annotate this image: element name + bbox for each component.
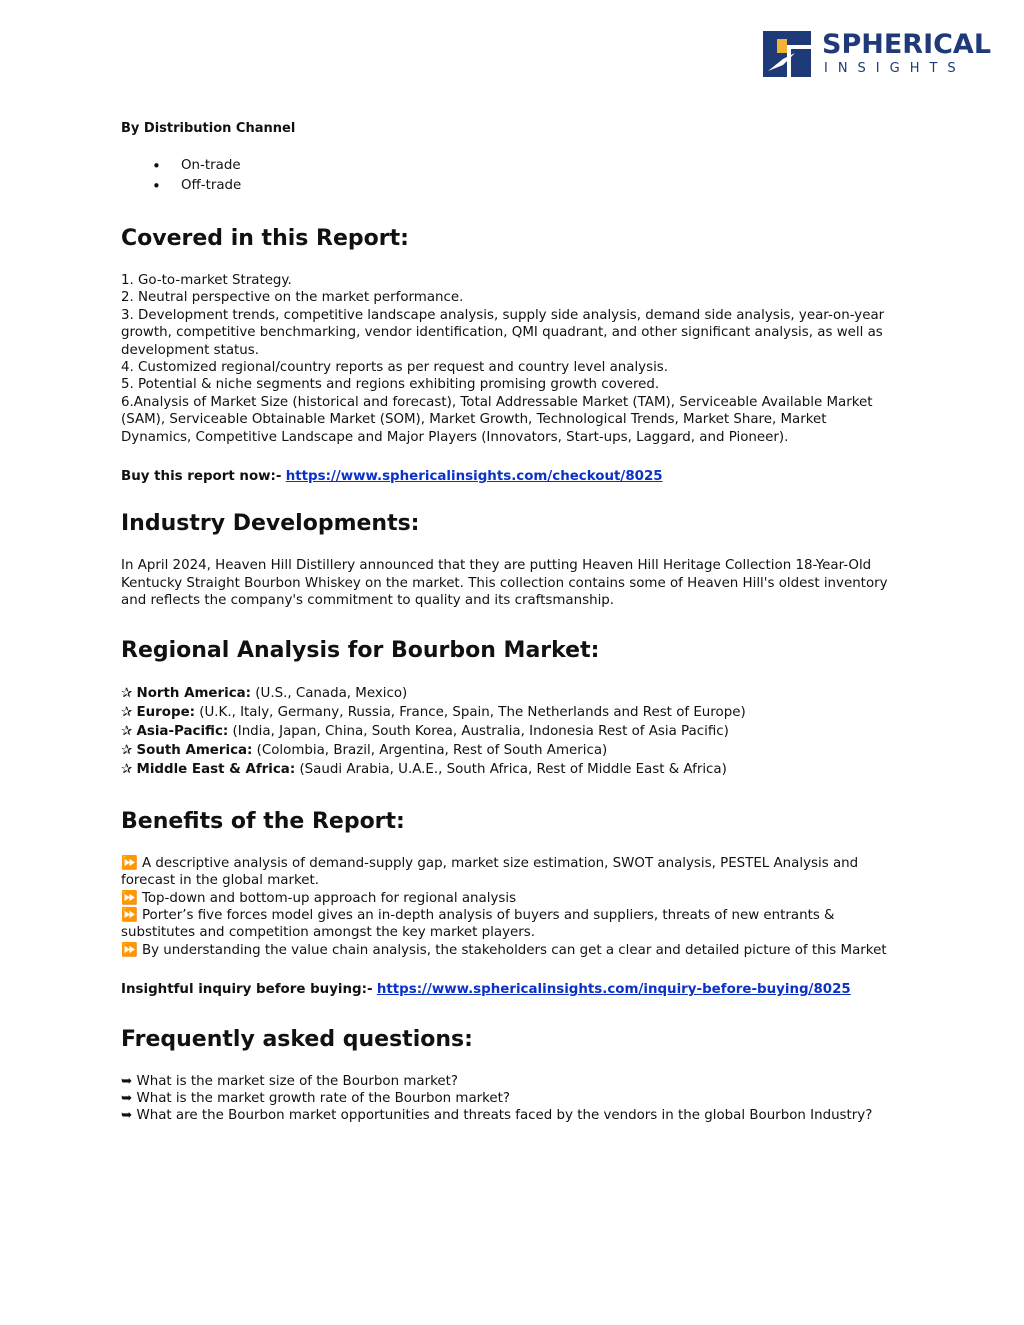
star-icon: ✰ [121, 685, 133, 701]
checkout-link[interactable]: https://www.sphericalinsights.com/checkout/8025 [285, 469, 663, 485]
list-item: • On-trade [121, 156, 901, 176]
regional-list [121, 684, 901, 779]
list-item: 5. Potential & niche segments and regions exhibiting promising growth covered. [121, 377, 660, 393]
buy-now-label: Buy this report now:- [121, 469, 282, 485]
benefits-list [121, 855, 901, 959]
list-item: ⏩ Top-down and bottom-up approach for regional analysis [121, 890, 517, 906]
logo-wordmark-primary: SPHERICAL [822, 29, 992, 60]
list-item [121, 703, 901, 722]
region-name: North America: [136, 685, 252, 701]
fast-forward-icon: ⏩ [121, 890, 138, 906]
star-icon: ✰ [121, 761, 133, 777]
star-icon: ✰ [121, 723, 133, 739]
buy-now-line [121, 468, 901, 485]
fast-forward-icon: ⏩ [121, 855, 138, 871]
list-item: ⏩ A descriptive analysis of demand-supply gap, market size estimation, SWOT analysis, PESTEL Analysis and forecast in the global market. [121, 855, 859, 889]
star-icon: ✰ [121, 742, 133, 758]
region-detail: (India, Japan, China, South Korea, Australia, Indonesia Rest of Asia Pacific) [228, 723, 729, 739]
distribution-list [121, 156, 901, 196]
logo-mark-icon [763, 31, 811, 77]
industry-text: In April 2024, Heaven Hill Distillery announced that they are putting Heaven Hill Heritage Collection 18-Year-Old Kentucky Straight Bourbon Whiskey on the market. This collection contains some of Heaven Hill's oldest inventory and reflects the company's commitment to quality and its craftsmanship. [121, 558, 888, 609]
list-item: 6.Analysis of Market Size (historical and forecast), Total Addressable Market (TAM), Serviceable Available Market (SAM), Serviceable Obtainable Market (SOM), Market Growth, Technological Trends, Market Share, Market Dynamics, Competitive Landscape and Major Players (Innovators, Start-ups, Laggard, and Pioneer). [121, 394, 873, 445]
list-item: • Off-trade [121, 176, 901, 196]
list-item [121, 760, 901, 779]
arrow-icon: ➥ [121, 1108, 133, 1124]
list-item: ➥ What are the Bourbon market opportunities and threats faced by the vendors in the global Bourbon Industry? [121, 1108, 873, 1124]
distribution-heading: By Distribution Channel [121, 121, 296, 136]
inquiry-line [121, 981, 901, 998]
list-item: ➥ What is the market size of the Bourbon market? [121, 1073, 458, 1089]
inquiry-link[interactable]: https://www.sphericalinsights.com/inquiry-before-buying/8025 [376, 982, 851, 998]
list-item: ➥ What is the market growth rate of the Bourbon market? [121, 1090, 511, 1106]
list-item: 3. Development trends, competitive landscape analysis, supply side analysis, demand side analysis, year-on-year growth, competitive benchmarking, vendor identification, QMI quadrant, and other significant analysis, as well as development status. [121, 307, 885, 358]
region-name: South America: [136, 742, 253, 758]
region-name: Asia-Pacific: [136, 723, 229, 739]
fast-forward-icon: ⏩ [121, 942, 138, 958]
fast-forward-icon: ⏩ [121, 907, 138, 923]
faq-section [121, 1025, 901, 1125]
arrow-icon: ➥ [121, 1090, 133, 1106]
region-name: Europe: [136, 704, 196, 720]
list-item [121, 741, 901, 760]
faq-heading: Frequently asked questions: [121, 1026, 473, 1052]
covered-list [121, 272, 901, 446]
faq-list [121, 1073, 901, 1125]
star-icon: ✰ [121, 704, 133, 720]
region-detail: (Colombia, Brazil, Argentina, Rest of South America) [252, 742, 608, 758]
logo-wordmark-secondary: INSIGHTS [824, 61, 966, 76]
region-detail: (U.S., Canada, Mexico) [251, 685, 408, 701]
region-name: Middle East & Africa: [136, 761, 296, 777]
list-item: ⏩ By understanding the value chain analysis, the stakeholders can get a clear and detailed picture of this Market [121, 942, 887, 958]
regional-section [121, 636, 901, 779]
list-item: 1. Go-to-market Strategy. [121, 273, 292, 288]
covered-section [121, 224, 901, 446]
list-item: 4. Customized regional/country reports as per request and country level analysis. [121, 360, 669, 376]
spherical-insights-logo [763, 29, 992, 80]
benefits-heading: Benefits of the Report: [121, 808, 405, 834]
industry-heading: Industry Developments: [121, 511, 420, 537]
list-item [121, 684, 901, 703]
list-item: ⏩ Porter’s five forces model gives an in-depth analysis of buyers and suppliers, threats of new entrants & substitutes and competition amongst the key market players. [121, 907, 835, 941]
document-body [121, 120, 901, 1125]
list-item: 2. Neutral perspective on the market performance. [121, 290, 464, 306]
benefits-section [121, 807, 901, 959]
region-detail: (U.K., Italy, Germany, Russia, France, Spain, The Netherlands and Rest of Europe) [195, 704, 746, 720]
industry-section [121, 509, 901, 609]
covered-heading: Covered in this Report: [121, 226, 409, 251]
region-detail: (Saudi Arabia, U.A.E., South Africa, Rest of Middle East & Africa) [295, 761, 727, 777]
list-item [121, 722, 901, 741]
distribution-section [121, 120, 901, 196]
inquiry-label: Insightful inquiry before buying:- [121, 982, 373, 998]
arrow-icon: ➥ [121, 1073, 133, 1089]
regional-heading: Regional Analysis for Bourbon Market: [121, 637, 600, 663]
